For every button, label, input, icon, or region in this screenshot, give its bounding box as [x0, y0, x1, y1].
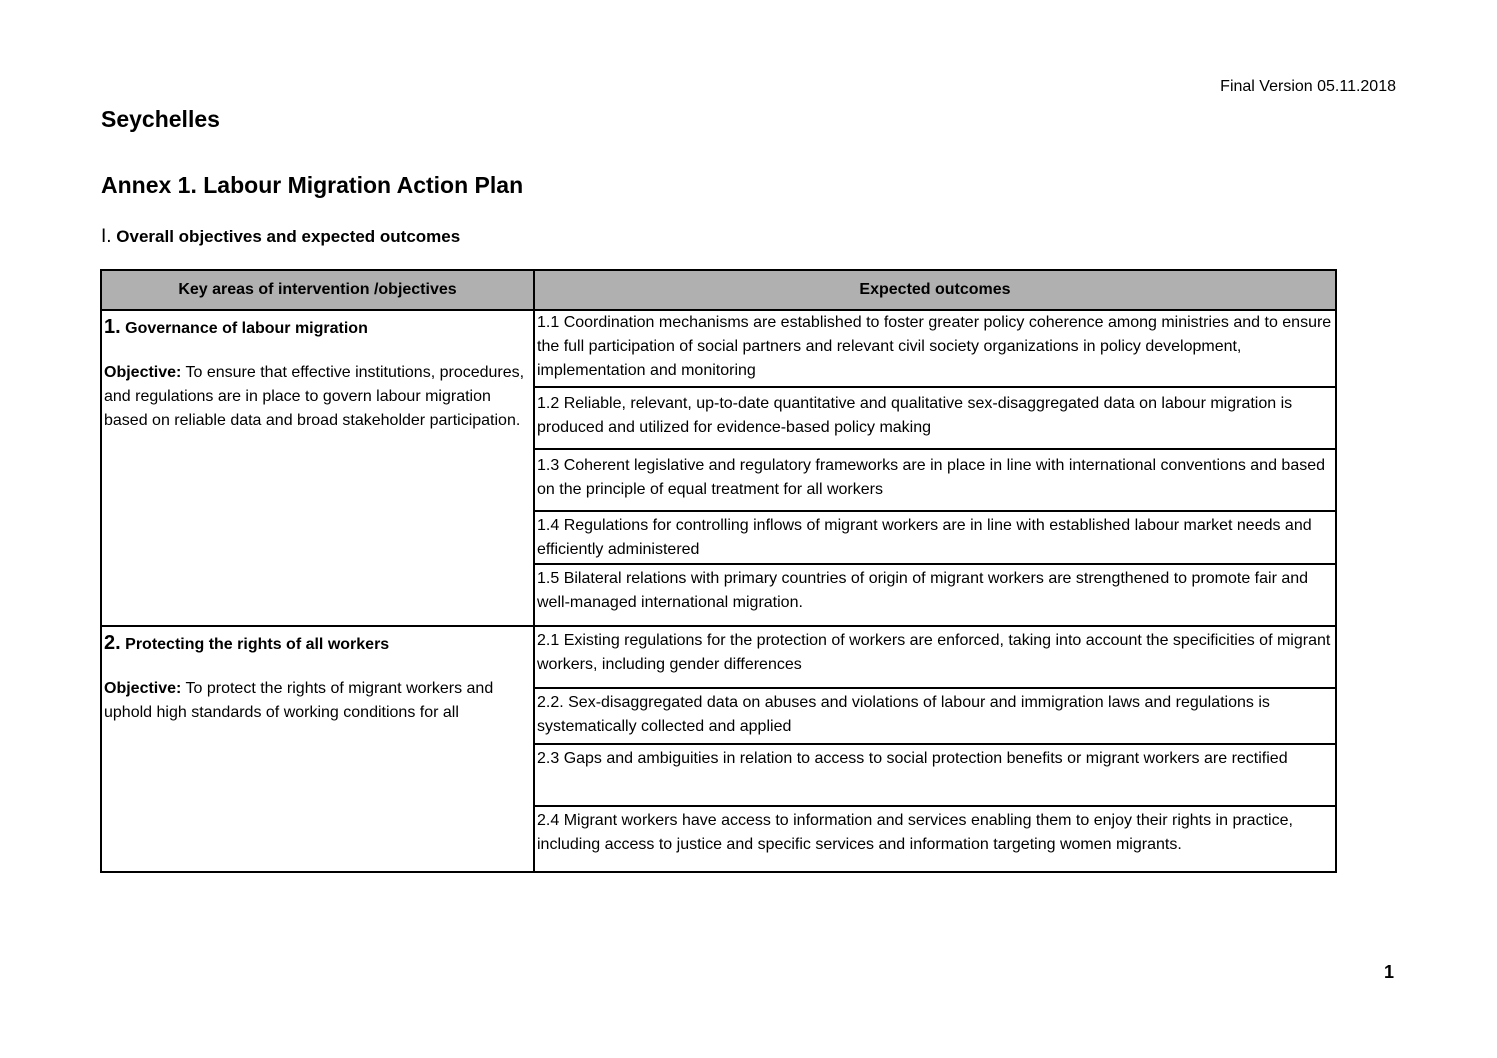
section-title: Overall objectives and expected outcomes	[116, 227, 461, 246]
area-heading-1	[104, 315, 531, 341]
outcome-cell: 1.2 Reliable, relevant, up-to-date quantitative and qualitative sex-disaggregated data on labour migration is produced and utilized for evidence-based policy making	[534, 387, 1336, 449]
table-header-row	[101, 270, 1336, 310]
area-number: 2.	[104, 632, 121, 654]
country-title: Seychelles	[101, 106, 220, 132]
area-number: 1.	[104, 316, 121, 338]
outcome-cell: 1.5 Bilateral relations with primary countries of origin of migrant workers are strengthened to promote fair and well-managed international migration.	[534, 564, 1336, 626]
table-row	[101, 626, 1336, 688]
outcome-cell: 2.4 Migrant workers have access to information and services enabling them to enjoy their rights in practice, including access to justice and specific services and information targeting women migrants.	[534, 806, 1336, 872]
column-header-areas: Key areas of intervention /objectives	[101, 270, 534, 310]
section-roman-numeral: I.	[101, 226, 112, 247]
area-title: Governance of labour migration	[125, 320, 368, 337]
table-row	[101, 310, 1336, 387]
outcome-cell: 1.1 Coordination mechanisms are established to foster greater policy coherence among ministries and to ensure the full participation of social partners and relevant civil society organizations in policy development, implementation and monitoring	[534, 310, 1336, 387]
page-number: 1	[1383, 962, 1394, 982]
objective-label: Objective:	[104, 680, 182, 697]
annex-title: Annex 1. Labour Migration Action Plan	[101, 172, 524, 198]
outcome-cell: 2.2. Sex-disaggregated data on abuses and violations of labour and immigration laws and regulations is systematically collected and applied	[534, 688, 1336, 744]
area-title: Protecting the rights of all workers	[125, 636, 390, 653]
outcome-cell: 1.3 Coherent legislative and regulatory frameworks are in place in line with international conventions and based on the principle of equal treatment for all workers	[534, 449, 1336, 511]
area-cell-1	[101, 310, 534, 626]
objective-label: Objective:	[104, 364, 182, 381]
outcome-cell: 2.3 Gaps and ambiguities in relation to access to social protection benefits or migrant workers are rectified	[534, 744, 1336, 806]
section-heading	[101, 226, 460, 248]
action-plan-table	[100, 269, 1337, 873]
objective-text: To ensure that effective institutions, procedures, and regulations are in place to govern labour migration based on reliable data and broad stakeholder participation.	[104, 364, 525, 429]
outcome-cell: 1.4 Regulations for controlling inflows of migrant workers are in line with established labour market needs and efficiently administered	[534, 511, 1336, 564]
area-heading-2	[104, 631, 531, 657]
objective-text: To protect the rights of migrant workers and uphold high standards of working conditions for all	[104, 680, 494, 721]
area-cell-2	[101, 626, 534, 872]
outcome-cell: 2.1 Existing regulations for the protection of workers are enforced, taking into account the specificities of migrant workers, including gender differences	[534, 626, 1336, 688]
column-header-outcomes: Expected outcomes	[534, 270, 1336, 310]
area-objective-1	[104, 361, 531, 433]
area-objective-2	[104, 677, 531, 725]
version-label: Final Version 05.11.2018	[1220, 78, 1396, 95]
